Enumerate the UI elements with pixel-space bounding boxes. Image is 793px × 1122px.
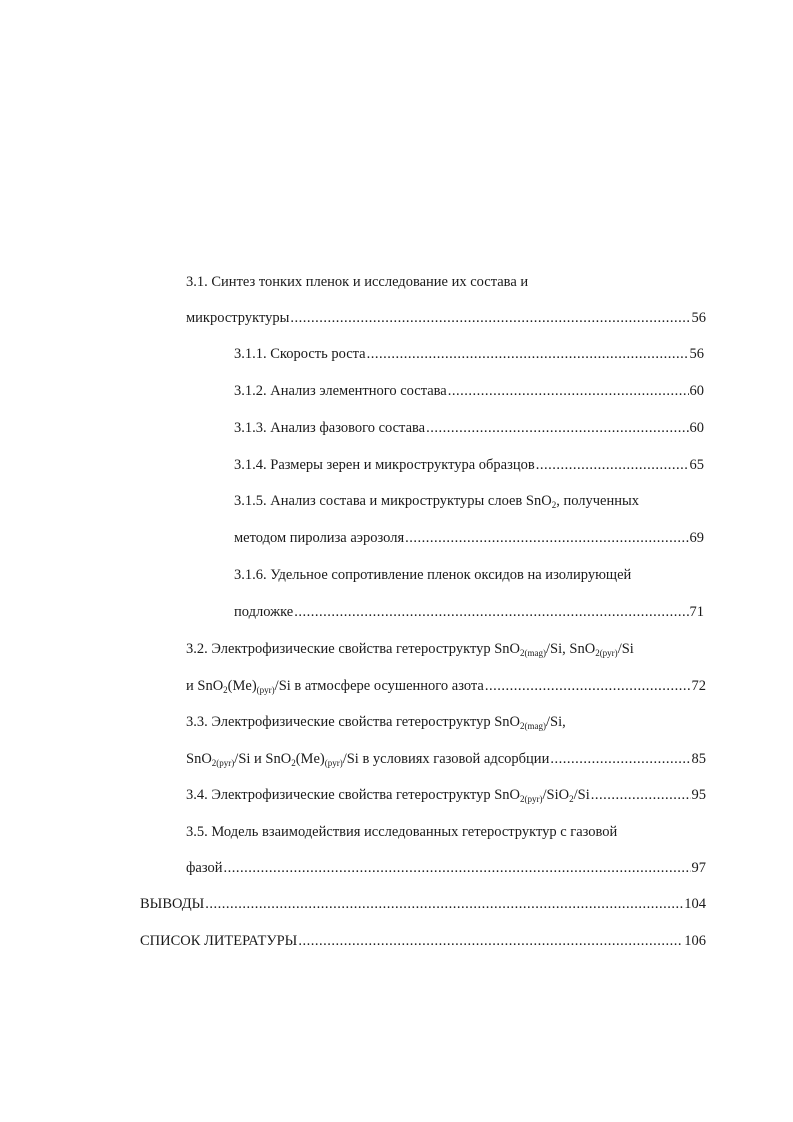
toc-page-number: 72 bbox=[691, 678, 706, 694]
toc-entry-3-1-1 bbox=[234, 345, 704, 363]
toc-entry-text: 3.1.5. Анализ состава и микроструктуры слоев SnO$_2$, полученных bbox=[234, 493, 639, 510]
toc-entry-3-1-2 bbox=[234, 382, 704, 400]
toc-page-number: 65 bbox=[689, 457, 704, 473]
dot-leader bbox=[591, 786, 691, 804]
toc-entry-3-1-5-line2 bbox=[234, 529, 704, 547]
toc-entry-3-3-line1 bbox=[186, 713, 706, 731]
toc-entry-3-1-6-line2 bbox=[234, 603, 704, 621]
toc-entry-text: 3.5. Модель взаимодействия исследованных гетероструктур с газовой bbox=[186, 824, 618, 840]
dot-leader bbox=[550, 750, 690, 768]
toc-page-number: 95 bbox=[691, 787, 706, 803]
toc-entry-text: 3.1.3. Анализ фазового состава bbox=[234, 420, 426, 436]
toc-entry-3-1-line1 bbox=[186, 273, 706, 291]
toc-page-number: 106 bbox=[684, 933, 706, 949]
toc-entry-3-1-line2 bbox=[186, 309, 706, 327]
toc-page-number: 69 bbox=[689, 530, 704, 546]
toc-entry-text: 3.1. Синтез тонких пленок и исследование их состава и bbox=[186, 274, 529, 290]
dot-leader bbox=[405, 529, 688, 547]
toc-entry-3-5-line2 bbox=[186, 859, 706, 877]
toc-entry-text: 3.1.4. Размеры зерен и микроструктура образцов bbox=[234, 457, 535, 473]
toc-entry-3-1-6-line1 bbox=[234, 566, 704, 584]
dot-leader bbox=[367, 345, 689, 363]
toc-entry-3-5-line1 bbox=[186, 823, 706, 841]
toc-entry-text: 3.4. Электрофизические свойства гетероструктур SnO$_{2(pyr)}$/SiO$_2$/Si bbox=[186, 787, 590, 804]
toc-page-number: 104 bbox=[684, 896, 706, 912]
toc-entry-3-1-5-line1 bbox=[234, 492, 704, 510]
toc-entry-text: и $SnO_2(Me)_{(pyr)}/Si$ в атмосфере осушенного азота bbox=[186, 678, 484, 695]
toc-page-number: 97 bbox=[691, 860, 706, 876]
toc-page-number: 60 bbox=[689, 383, 704, 399]
dot-leader bbox=[223, 859, 690, 877]
dot-leader bbox=[298, 932, 683, 950]
toc-entry-text: 3.1.6. Удельное сопротивление пленок оксидов на изолирующей bbox=[234, 567, 632, 583]
toc-entry-text: подложке bbox=[234, 604, 294, 620]
toc-page-number: 56 bbox=[691, 310, 706, 326]
toc-entry-3-1-3 bbox=[234, 419, 704, 437]
dot-leader bbox=[426, 419, 688, 437]
toc-entry-3-4 bbox=[186, 786, 706, 804]
toc-entry-conclusions bbox=[140, 895, 706, 913]
toc-page-number: 60 bbox=[689, 420, 704, 436]
dot-leader bbox=[448, 382, 689, 400]
toc-page-number: 85 bbox=[691, 751, 706, 767]
dot-leader bbox=[536, 456, 689, 474]
toc-entry-text: фазой bbox=[186, 860, 223, 876]
toc-entry-text: SnO$_{2(pyr)}$/Si и $SnO_2(Me)_{(pyr)}/Si$ в условиях газовой адсорбции bbox=[186, 751, 550, 768]
toc-entry-3-2-line1 bbox=[186, 640, 706, 658]
toc-entry-references bbox=[140, 932, 706, 950]
toc-entry-text: 3.3. Электрофизические свойства гетероструктур SnO$_{2(mag)}$/Si, bbox=[186, 714, 566, 731]
toc-entry-text: СПИСОК ЛИТЕРАТУРЫ bbox=[140, 933, 298, 949]
toc-entry-3-2-line2 bbox=[186, 677, 706, 695]
dot-leader bbox=[294, 603, 688, 621]
toc-entry-3-1-4 bbox=[234, 456, 704, 474]
toc-entry-text: методом пиролиза аэрозоля bbox=[234, 530, 405, 546]
toc-entry-text: 3.1.1. Скорость роста bbox=[234, 346, 366, 362]
toc-entry-text: 3.2. Электрофизические свойства гетероструктур SnO$_{2(mag)}$/Si, SnO$_{2(pyr)}$/Si bbox=[186, 641, 634, 658]
toc-page-number: 56 bbox=[689, 346, 704, 362]
toc-entry-text: ВЫВОДЫ bbox=[140, 896, 205, 912]
dot-leader bbox=[485, 677, 691, 695]
dot-leader bbox=[290, 309, 690, 327]
dot-leader bbox=[205, 895, 683, 913]
toc-page-number: 71 bbox=[689, 604, 704, 620]
toc-entry-3-3-line2 bbox=[186, 750, 706, 768]
toc-entry-text: микроструктуры bbox=[186, 310, 290, 326]
toc-entry-text: 3.1.2. Анализ элементного состава bbox=[234, 383, 447, 399]
